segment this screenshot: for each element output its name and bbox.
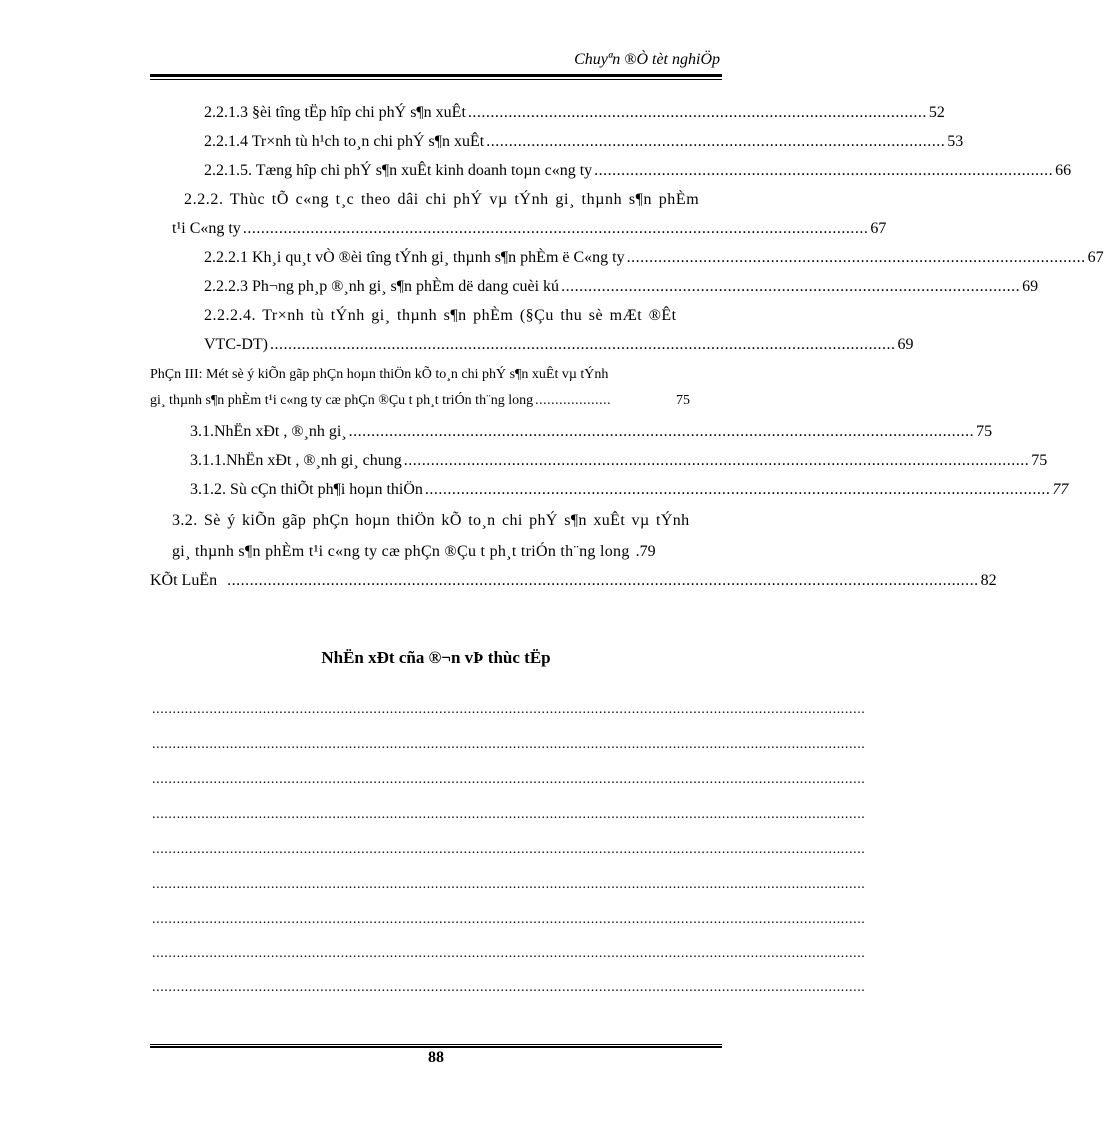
- toc-entry: [190, 481, 1069, 503]
- leader-dots: ......................................................................................................: [467, 104, 927, 121]
- toc-entry-page: 75: [976, 423, 993, 440]
- comment-section-title: NhËn xÐt cña ®¬n vÞ thùc tËp: [321, 648, 551, 667]
- toc-entry: [184, 191, 722, 213]
- header-title: Chuyªn ®Ò tèt nghiÖp: [574, 51, 720, 68]
- toc-entry-page: 53: [947, 133, 964, 150]
- leader-dots: ......................................................................................................: [594, 162, 1054, 179]
- toc-entry: [204, 162, 1072, 184]
- toc-entry: [150, 393, 690, 415]
- page-number: 88: [428, 1049, 444, 1066]
- toc-entry: [190, 423, 993, 445]
- toc-entry-title: 2.2.2.4. Tr×nh tù tÝnh gi¸ thµnh s¶n phÈm (§Çu thu sè mÆt ®Êt: [204, 307, 677, 324]
- toc-entry-title: t¹i C«ng ty: [172, 220, 241, 237]
- toc-entry-title: 2.2.1.4 Tr×nh tù h¹ch to¸n chi phÝ s¶n xuÊt: [204, 133, 485, 150]
- writing-line: ..............................................................................................................................................................................: [152, 807, 866, 822]
- leader-dots: .......................................................................................................................................................................: [227, 572, 979, 589]
- toc-entry-title: PhÇn III: Mét sè ý kiÕn gãp phÇn hoµn thiÖn kÕ to¸n chi phÝ s¶n xuÊt vµ tÝnh: [150, 367, 609, 382]
- toc-entry-page: 69: [1022, 278, 1039, 295]
- toc-entry-title: 3.1.2. Sù cÇn thiÕt ph¶i hoµn thiÖn: [190, 481, 423, 498]
- toc-entry: [204, 249, 1104, 271]
- toc-entry: [204, 133, 964, 155]
- toc-entry-title: gi¸ thµnh s¶n phÈm t¹i c«ng ty cæ phÇn ®Çu t ph¸t triÓn th¨ng long: [150, 393, 534, 408]
- writing-line: ..............................................................................................................................................................................: [152, 842, 866, 857]
- toc-entry: [204, 336, 914, 358]
- toc-entry-title: KÕt LuËn: [150, 572, 218, 589]
- toc-entry: [190, 452, 1048, 474]
- toc-entry: [204, 278, 1039, 300]
- toc-entry: [204, 104, 945, 126]
- writing-line: ..............................................................................................................................................................................: [152, 912, 866, 927]
- toc-entry: [150, 572, 997, 594]
- toc-entry: [172, 220, 887, 242]
- leader-dots: ......................................................................................................: [486, 133, 946, 150]
- toc-entry-title: gi¸ thµnh s¶n phÈm t¹i c«ng ty cæ phÇn ®Çu t ph¸t triÓn th¨ng long: [172, 543, 630, 560]
- writing-line: ..............................................................................................................................................................................: [152, 772, 866, 787]
- leader-dots: ...........................................................................................................................................: [348, 423, 975, 440]
- toc-entry-title: VTC-DT): [204, 336, 268, 353]
- leader-dots: ...........................................................................................................................................: [242, 220, 869, 237]
- toc-entry-title: 2.2.2. Thùc tÕ c«ng t¸c theo dâi chi phÝ vµ tÝnh gi¸ thµnh s¶n phÈm: [184, 191, 700, 208]
- toc-entry-page: 67: [1087, 249, 1104, 266]
- toc-entry-page: 52: [928, 104, 945, 121]
- toc-entry: [150, 367, 722, 389]
- toc-entry-title: 3.2. Sè ý kiÕn gãp phÇn hoµn thiÖn kÕ to¸n chi phÝ s¶n xuÊt vµ tÝnh: [172, 512, 690, 529]
- toc-entry: [204, 307, 722, 329]
- writing-line: ..............................................................................................................................................................................: [152, 946, 866, 961]
- toc-entry-title: 2.2.2.1 Kh¸i qu¸t vÒ ®èi tîng tÝnh gi¸ thµnh s¶n phÈm ë C«ng ty: [204, 249, 625, 266]
- leader-dots: ......................................................................................................: [626, 249, 1086, 266]
- leader-dots: ...........................................................................................................................................: [424, 481, 1051, 498]
- toc-entry-title: 3.1.NhËn xÐt , ®¸nh gi¸: [190, 423, 347, 440]
- leader-dots: ...................: [535, 393, 612, 408]
- leader-dots: ...........................................................................................................................................: [403, 452, 1030, 469]
- toc-entry: [172, 512, 722, 534]
- toc-entry-page: 82: [980, 572, 997, 589]
- toc-entry-page: 77: [1052, 481, 1069, 498]
- writing-line: ..............................................................................................................................................................................: [152, 877, 866, 892]
- writing-line: ..............................................................................................................................................................................: [152, 980, 866, 995]
- toc-entry-title: 2.2.1.5. Tæng hîp chi phÝ s¶n xuÊt kinh doanh toµn c«ng ty: [204, 162, 593, 179]
- toc-entry-page: 66: [1055, 162, 1072, 179]
- header-rule: [150, 74, 722, 80]
- toc-entry: [172, 543, 722, 565]
- leader-dots: ...........................................................................................................................................: [269, 336, 896, 353]
- toc-entry-title: 2.2.1.3 §èi tîng tËp hîp chi phÝ s¶n xuÊt: [204, 104, 466, 121]
- toc-entry-page: 69: [897, 336, 914, 353]
- toc-entry-page: .79: [635, 543, 656, 560]
- footer-rule: [150, 1044, 722, 1048]
- writing-line: ..............................................................................................................................................................................: [152, 737, 866, 752]
- toc-entry-page: 75: [1031, 452, 1048, 469]
- toc-entry-page: 75: [676, 393, 690, 408]
- toc-entry-title: 3.1.1.NhËn xÐt , ®¸nh gi¸ chung: [190, 452, 402, 469]
- writing-line: ..............................................................................................................................................................................: [152, 702, 866, 717]
- toc-entry-page: 67: [870, 220, 887, 237]
- toc-entry-title: 2.2.2.3 Ph¬ng ph¸p ®¸nh gi¸ s¶n phÈm dë dang cuèi kú: [204, 278, 560, 295]
- leader-dots: ......................................................................................................: [561, 278, 1021, 295]
